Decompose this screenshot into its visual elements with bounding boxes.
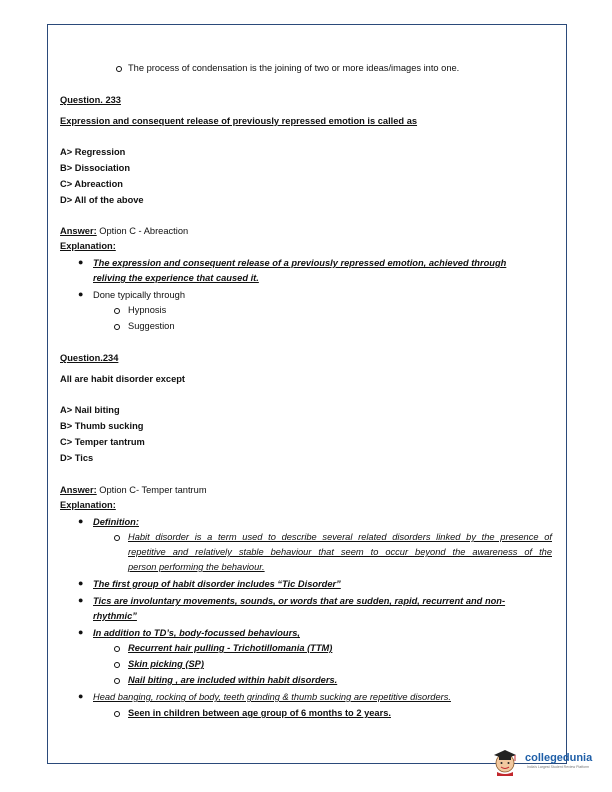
sub-bullet-icon	[114, 678, 120, 684]
q233-answer-text: Option C - Abreaction	[96, 226, 189, 236]
q233-done-through: Done typically through	[93, 290, 185, 300]
condensation-line: The process of condensation is the joining of two or more ideas/images into one.	[128, 63, 460, 73]
bullet-icon: ●	[78, 257, 84, 267]
q234-def-line2: repetitive and relatively stable behaviour that seem to occur beyond the awareness of the	[128, 547, 552, 557]
q234-option-b: B> Thumb sucking	[60, 421, 144, 431]
sub-bullet-icon	[114, 308, 120, 314]
q234-def-line1: Habit disorder is a term used to describe several related disorders linked by the presence of	[128, 532, 552, 542]
sub-bullet-icon	[114, 324, 120, 330]
q234-tics-line2: rhythmic”	[93, 611, 137, 621]
sub-bullet-icon	[114, 646, 120, 652]
q234-first-group: The first group of habit disorder includes “Tic Disorder”	[93, 579, 341, 589]
q233-option-a: A> Regression	[60, 147, 126, 157]
q234-body-item-ttm: Recurrent hair pulling - Trichotillomania (TTM)	[128, 643, 333, 653]
q233-exp-line2: reliving the experience that caused it.	[93, 273, 259, 283]
q234-answer-text: Option C- Temper tantrum	[96, 485, 207, 495]
q234-age-group: Seen in children between age group of 6 months to 2 years.	[128, 708, 391, 718]
q233-answer	[60, 226, 188, 237]
sub-bullet-icon	[116, 66, 122, 72]
logo-subtitle: India's Largest Student Review Platform	[527, 765, 590, 769]
q234-option-c: C> Temper tantrum	[60, 437, 145, 447]
bullet-icon: ●	[78, 595, 84, 605]
q234-head-banging: Head banging, rocking of body, teeth grinding & thumb sucking are repetitive disorders.	[93, 692, 451, 702]
q234-body-item-sp: Skin picking (SP)	[128, 659, 204, 669]
q233-exp-line1: The expression and consequent release of a previously repressed emotion, achieved through	[93, 258, 507, 268]
question-234-heading: Question.234	[60, 353, 119, 363]
bullet-icon: ●	[78, 578, 84, 588]
q234-answer	[60, 485, 207, 496]
logo-text: collegedunia	[525, 752, 593, 764]
q234-option-d: D> Tics	[60, 453, 94, 463]
q234-def-line3: person performing the behaviour.	[128, 562, 265, 572]
sub-bullet-icon	[114, 535, 120, 541]
bullet-icon: ●	[78, 516, 84, 526]
q234-option-a: A> Nail biting	[60, 405, 120, 415]
q234-body-focus: In addition to TD’s, body-focussed behaviours,	[93, 628, 300, 638]
q234-definition-label: Definition:	[93, 517, 139, 527]
q233-option-c: C> Abreaction	[60, 179, 123, 189]
sub-bullet-icon	[114, 662, 120, 668]
q233-sub-hypnosis: Hypnosis	[128, 305, 167, 315]
bullet-icon: ●	[78, 289, 84, 299]
question-233-heading: Question. 233	[60, 95, 121, 105]
q234-tics-line1: Tics are involuntary movements, sounds, or words that are sudden, rapid, recurrent and non-	[93, 596, 506, 606]
q234-body-item-nail: Nail biting , are included within habit disorders.	[128, 675, 338, 685]
bullet-icon: ●	[78, 627, 84, 637]
q233-option-d: D> All of the above	[60, 195, 144, 205]
question-233-text: Expression and consequent release of previously repressed emotion is called as	[60, 116, 418, 126]
question-234-text: All are habit disorder except	[60, 374, 186, 384]
bullet-icon: ●	[78, 691, 84, 701]
q233-answer-label: Answer:	[60, 226, 97, 236]
q234-answer-label: Answer:	[60, 485, 97, 495]
q233-option-b: B> Dissociation	[60, 163, 131, 173]
sub-bullet-icon	[114, 711, 120, 717]
q233-explanation-label: Explanation:	[60, 241, 116, 251]
q233-sub-suggestion: Suggestion	[128, 321, 175, 331]
q234-explanation-label: Explanation:	[60, 500, 116, 510]
